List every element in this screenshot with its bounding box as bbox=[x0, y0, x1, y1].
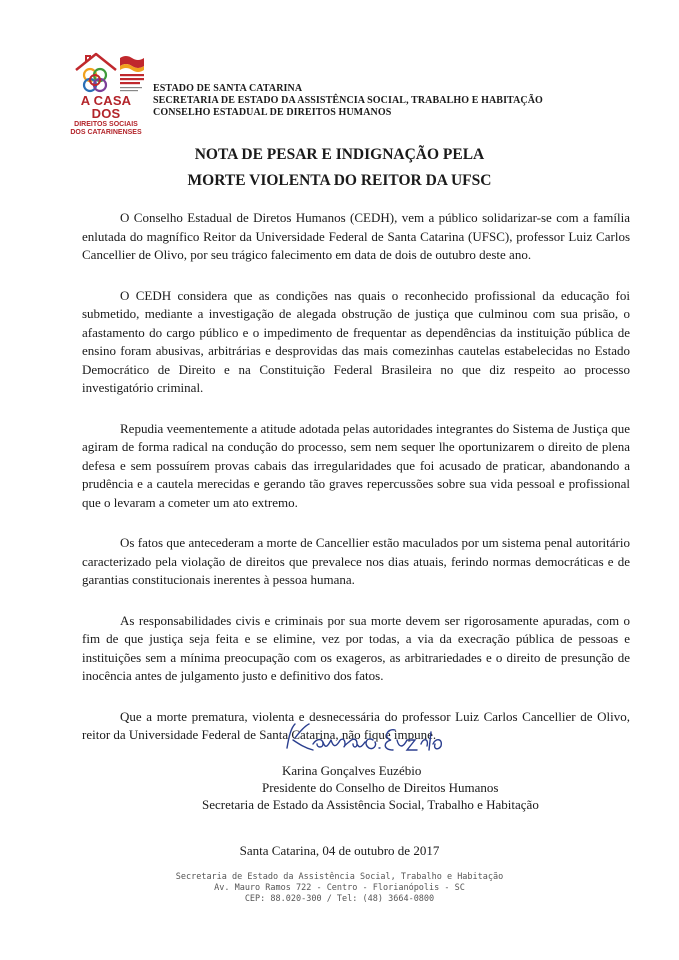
signatory-role: Presidente do Conselho de Direitos Humanos bbox=[262, 780, 499, 795]
header-secretariat: SECRETARIA DE ESTADO DA ASSISTÊNCIA SOCIAL, TRABALHO E HABITAÇÃO bbox=[153, 95, 543, 106]
logo-subtitle-1: DIREITOS SOCIAIS bbox=[74, 121, 138, 128]
handwritten-signature bbox=[283, 718, 453, 760]
header-state: ESTADO DE SANTA CATARINA bbox=[153, 83, 303, 94]
title-line-2: MORTE VIOLENTA DO REITOR DA UFSC bbox=[187, 172, 492, 189]
paragraph: Repudia veementemente a atitude adotada pelas autoridades integrantes do Sistema de Justiça que agiram de forma radical na condução do processo, sem nem sequer lhe oportunizarem o direito de plena defesa e sem possuírem provas cabais das irregularidades que foi acusado de praticar, abandonando a prudência e a cautela merecidas e gerando tão graves repercussões sobre sua vida pessoal e profissional que o levaram a cometer um ato extremo. bbox=[82, 420, 630, 510]
document-title bbox=[0, 142, 679, 194]
paragraph: O CEDH considera que as condições nas quais o reconhecido profissional da educação foi submetido, mediante a investigação de alegada obstrução de justiça que culminou com sua prisão, o afastamento do cargo público e o impedimento de frequentar as dependências da instituição pública de ensino foram abusivas, arbitrárias e desprovidas das mais comezinhas cautelas estabelecidas no Estado Democrático de Direito e na Constituição Federal Brasileira no que diz respeito ao processo investigatório criminal. bbox=[82, 287, 630, 395]
letterhead-text bbox=[153, 83, 543, 119]
header-council: CONSELHO ESTADUAL DE DIREITOS HUMANOS bbox=[153, 107, 392, 118]
document-body bbox=[82, 209, 630, 767]
title-line-1: NOTA DE PESAR E INDIGNAÇÃO PELA bbox=[194, 146, 485, 163]
paragraph: Os fatos que antecederam a morte de Cancellier estão maculados por um sistema penal autoritário caracterizado pela violação de direitos que prevalece nos dias atuais, ferindo normas democráticas e de garantias constitucionais inerentes à pessoa humana. bbox=[82, 535, 630, 587]
document-date: Santa Catarina, 04 de outubro de 2017 bbox=[239, 843, 440, 858]
footer-secretariat: Secretaria de Estado da Assistência Social, Trabalho e Habitação bbox=[175, 872, 504, 882]
footer-contact: CEP: 88.020-300 / Tel: (48) 3664-0800 bbox=[244, 894, 435, 904]
logo-text bbox=[66, 94, 146, 136]
signatory-organization: Secretaria de Estado da Assistência Social, Trabalho e Habitação bbox=[202, 797, 539, 812]
paragraph: Que a morte prematura, violenta e desnecessária do professor Luiz Carlos Cancellier de Olivo, reitor da Universidade Federal de Santa Catarina, não fique impune. bbox=[82, 708, 630, 742]
logo-emblem-icon bbox=[70, 50, 146, 96]
paragraph: O Conselho Estadual de Diretos Humanos (CEDH), vem a público solidarizar-se com a família enlutada do magnífico Reitor da Universidade Federal de Santa Catarina (UFSC), professor Luiz Carlos Cancellier de Olivo, por seu trágico falecimento em data de dois de outubro deste ano. bbox=[82, 210, 630, 262]
footer-address: Av. Mauro Ramos 722 - Centro - Florianópolis - SC bbox=[214, 883, 465, 893]
logo-name: A CASA DOS bbox=[80, 93, 132, 121]
footer bbox=[0, 872, 679, 905]
signatory-name: Karina Gonçalves Euzébio bbox=[282, 763, 422, 778]
paragraph: As responsabilidades civis e criminais por sua morte devem ser rigorosamente apuradas, com o fim de que justiça seja feita e se elimine, vez por todas, a via da execração pública de pessoas e instituições sem a mínima preocupação com os exageros, as arbitrariedades e o direito de presunção de inocência antes de julgamento justo e definitivo dos fatos. bbox=[82, 612, 630, 683]
casa-dos-direitos-logo bbox=[66, 50, 146, 136]
logo-subtitle-2: DOS CATARINENSES bbox=[70, 129, 142, 136]
letterhead bbox=[66, 50, 626, 136]
